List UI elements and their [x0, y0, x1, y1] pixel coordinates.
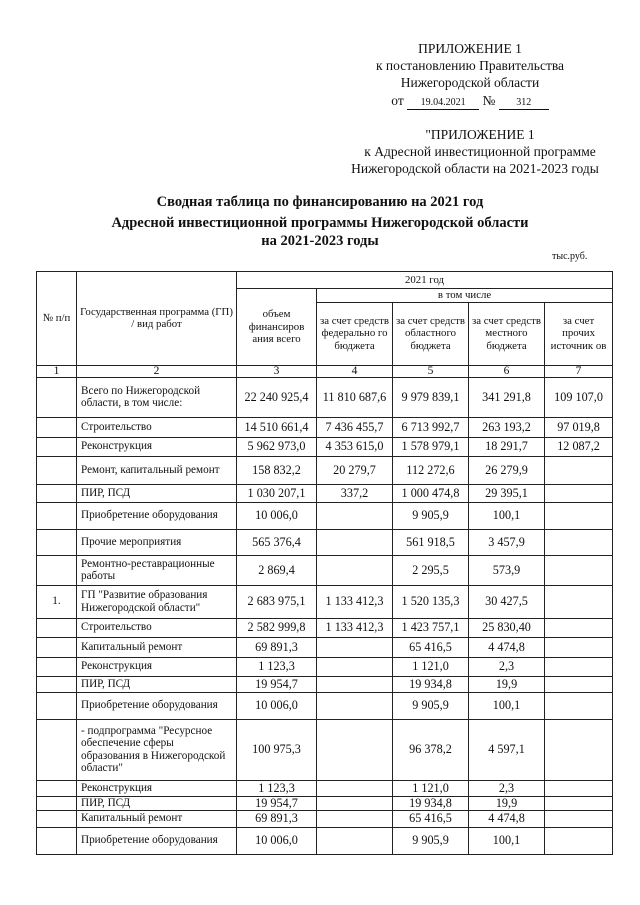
- cell-total: 1 123,3: [237, 657, 317, 676]
- cell-regional: 19 934,8: [393, 796, 469, 810]
- cell-other: [545, 810, 613, 827]
- cell-regional: 1 121,0: [393, 780, 469, 796]
- cell-federal: 1 133 412,3: [317, 618, 393, 637]
- table-row: [37, 780, 613, 796]
- cell-total: 19 954,7: [237, 796, 317, 810]
- cell-other: [545, 484, 613, 502]
- cell-local: 341 291,8: [469, 377, 545, 417]
- cell-other: 109 107,0: [545, 377, 613, 417]
- header-year: 2021 год: [237, 272, 613, 289]
- row-name: Ремонт, капитальный ремонт: [77, 456, 237, 484]
- cell-other: [545, 692, 613, 719]
- row-name: Строительство: [77, 417, 237, 437]
- table-row: [37, 437, 613, 456]
- page-title-line-1: Сводная таблица по финансированию на 2021 год: [156, 194, 484, 210]
- row-number: [37, 456, 77, 484]
- row-number: [37, 657, 77, 676]
- appendix2-line-1: "ПРИЛОЖЕНИЕ 1: [425, 127, 535, 142]
- row-name: Приобретение оборудования: [77, 692, 237, 719]
- header-including: в том числе: [317, 289, 613, 303]
- table-row: [37, 637, 613, 657]
- cell-federal: [317, 692, 393, 719]
- cell-local: 30 427,5: [469, 585, 545, 618]
- appendix2-line-3: Нижегородской области на 2021-2023 годы: [351, 161, 599, 176]
- header-local: за счет средств местного бюджета: [469, 302, 545, 365]
- cell-other: [545, 456, 613, 484]
- table-row: [37, 827, 613, 854]
- cell-regional: 9 905,9: [393, 827, 469, 854]
- row-number: [37, 618, 77, 637]
- row-number: [37, 676, 77, 692]
- cell-total: 22 240 925,4: [237, 377, 317, 417]
- row-number: [37, 484, 77, 502]
- appendix-line-3: Нижегородской области: [400, 75, 540, 90]
- cell-other: [545, 618, 613, 637]
- row-number: [37, 810, 77, 827]
- cell-total: 10 006,0: [237, 502, 317, 529]
- cell-regional: 9 979 839,1: [393, 377, 469, 417]
- row-name: Капитальный ремонт: [77, 637, 237, 657]
- header-federal: за счет средств федерально го бюджета: [317, 302, 393, 365]
- row-name: ГП "Развитие образования Нижегородской области": [77, 585, 237, 618]
- financing-table: [36, 271, 613, 855]
- cell-local: 4 474,8: [469, 810, 545, 827]
- row-number: [37, 827, 77, 854]
- cell-total: 2 869,4: [237, 555, 317, 585]
- cell-federal: [317, 719, 393, 780]
- col-number: 6: [469, 365, 545, 377]
- cell-total: 10 006,0: [237, 827, 317, 854]
- table-row: [37, 417, 613, 437]
- cell-other: [545, 637, 613, 657]
- table-row: [37, 676, 613, 692]
- appendix2-line-2: к Адресной инвестиционной программе: [364, 144, 596, 159]
- table-row: [37, 529, 613, 555]
- page-title-line-2: Адресной инвестиционной программы Нижегородской области: [111, 215, 529, 231]
- row-name: Приобретение оборудования: [77, 502, 237, 529]
- table-row: [37, 377, 613, 417]
- row-number: [37, 637, 77, 657]
- cell-regional: 65 416,5: [393, 810, 469, 827]
- cell-regional: 6 713 992,7: [393, 417, 469, 437]
- cell-local: 4 474,8: [469, 637, 545, 657]
- cell-local: 26 279,9: [469, 456, 545, 484]
- cell-local: 3 457,9: [469, 529, 545, 555]
- col-number: 5: [393, 365, 469, 377]
- cell-regional: 2 295,5: [393, 555, 469, 585]
- row-name: ПИР, ПСД: [77, 484, 237, 502]
- cell-other: [545, 502, 613, 529]
- cell-federal: 11 810 687,6: [317, 377, 393, 417]
- row-name: Ремонтно-реставрационные работы: [77, 555, 237, 585]
- appendix-line-2: к постановлению Правительства: [375, 58, 565, 73]
- row-number: [37, 555, 77, 585]
- row-number: [37, 692, 77, 719]
- cell-regional: 96 378,2: [393, 719, 469, 780]
- cell-total: 19 954,7: [237, 676, 317, 692]
- cell-federal: [317, 555, 393, 585]
- cell-regional: 65 416,5: [393, 637, 469, 657]
- row-name: ПИР, ПСД: [77, 676, 237, 692]
- table-row: [37, 719, 613, 780]
- col-number: 1: [37, 365, 77, 377]
- table-row: [37, 555, 613, 585]
- cell-total: 1 030 207,1: [237, 484, 317, 502]
- decree-date: 19.04.2021: [407, 97, 479, 110]
- row-name: Капитальный ремонт: [77, 810, 237, 827]
- cell-federal: [317, 796, 393, 810]
- header-regional: за счет средств областного бюджета: [393, 302, 469, 365]
- cell-regional: 1 520 135,3: [393, 585, 469, 618]
- cell-total: 2 582 999,8: [237, 618, 317, 637]
- cell-total: 69 891,3: [237, 810, 317, 827]
- cell-other: [545, 827, 613, 854]
- cell-federal: [317, 676, 393, 692]
- cell-total: 5 962 973,0: [237, 437, 317, 456]
- col-number: 4: [317, 365, 393, 377]
- cell-other: [545, 529, 613, 555]
- units-label: тыс.руб.: [552, 251, 588, 262]
- row-number: [37, 796, 77, 810]
- cell-regional: 1 578 979,1: [393, 437, 469, 456]
- cell-total: 1 123,3: [237, 780, 317, 796]
- cell-federal: 7 436 455,7: [317, 417, 393, 437]
- from-label: от: [391, 93, 404, 108]
- table-row: [37, 585, 613, 618]
- row-name: Реконструкция: [77, 437, 237, 456]
- row-name: Строительство: [77, 618, 237, 637]
- row-number: [37, 529, 77, 555]
- cell-other: [545, 676, 613, 692]
- row-number: [37, 417, 77, 437]
- cell-regional: 1 000 474,8: [393, 484, 469, 502]
- decree-number: 312: [499, 97, 549, 110]
- row-number: [37, 719, 77, 780]
- cell-federal: [317, 637, 393, 657]
- cell-federal: 4 353 615,0: [317, 437, 393, 456]
- cell-other: [545, 657, 613, 676]
- table-row: [37, 692, 613, 719]
- cell-total: 158 832,2: [237, 456, 317, 484]
- row-number: [37, 502, 77, 529]
- table-row: [37, 796, 613, 810]
- row-name: Приобретение оборудования: [77, 827, 237, 854]
- cell-local: 25 830,40: [469, 618, 545, 637]
- cell-total: 100 975,3: [237, 719, 317, 780]
- table-row: [37, 456, 613, 484]
- cell-total: 2 683 975,1: [237, 585, 317, 618]
- header-num: № п/п: [37, 272, 77, 366]
- table-row: [37, 502, 613, 529]
- cell-total: 565 376,4: [237, 529, 317, 555]
- col-number: 3: [237, 365, 317, 377]
- cell-local: 100,1: [469, 692, 545, 719]
- cell-local: 19,9: [469, 796, 545, 810]
- table-row: [37, 618, 613, 637]
- cell-total: 69 891,3: [237, 637, 317, 657]
- cell-other: 12 087,2: [545, 437, 613, 456]
- cell-federal: 1 133 412,3: [317, 585, 393, 618]
- cell-federal: [317, 827, 393, 854]
- row-number: 1.: [37, 585, 77, 618]
- cell-local: 263 193,2: [469, 417, 545, 437]
- row-name: Прочие мероприятия: [77, 529, 237, 555]
- header-other: за счет прочих источник ов: [545, 302, 613, 365]
- cell-federal: [317, 657, 393, 676]
- cell-regional: 1 121,0: [393, 657, 469, 676]
- table-row: [37, 484, 613, 502]
- cell-other: [545, 555, 613, 585]
- appendix-line-1: ПРИЛОЖЕНИЕ 1: [418, 41, 522, 56]
- col-number: 2: [77, 365, 237, 377]
- cell-local: 2,3: [469, 657, 545, 676]
- table-row: [37, 810, 613, 827]
- cell-other: [545, 719, 613, 780]
- appendix-date-line: [340, 92, 600, 110]
- number-label: №: [482, 93, 496, 108]
- cell-regional: 1 423 757,1: [393, 618, 469, 637]
- row-number: [37, 377, 77, 417]
- row-name: ПИР, ПСД: [77, 796, 237, 810]
- cell-other: [545, 780, 613, 796]
- row-number: [37, 780, 77, 796]
- cell-federal: [317, 810, 393, 827]
- cell-federal: [317, 502, 393, 529]
- cell-regional: 561 918,5: [393, 529, 469, 555]
- cell-local: 100,1: [469, 827, 545, 854]
- cell-other: 97 019,8: [545, 417, 613, 437]
- cell-regional: 9 905,9: [393, 502, 469, 529]
- cell-local: 19,9: [469, 676, 545, 692]
- row-name: - подпрограмма "Ресурсное обеспечение сферы образования в Нижегородской области": [77, 719, 237, 780]
- cell-regional: 19 934,8: [393, 676, 469, 692]
- row-name: Реконструкция: [77, 657, 237, 676]
- cell-local: 2,3: [469, 780, 545, 796]
- cell-federal: [317, 529, 393, 555]
- cell-federal: [317, 780, 393, 796]
- cell-other: [545, 585, 613, 618]
- row-number: [37, 437, 77, 456]
- cell-local: 18 291,7: [469, 437, 545, 456]
- cell-regional: 9 905,9: [393, 692, 469, 719]
- header-total: объем финансиров ания всего: [237, 289, 317, 366]
- cell-total: 14 510 661,4: [237, 417, 317, 437]
- cell-regional: 112 272,6: [393, 456, 469, 484]
- cell-federal: 20 279,7: [317, 456, 393, 484]
- col-number: 7: [545, 365, 613, 377]
- cell-local: 100,1: [469, 502, 545, 529]
- cell-local: 573,9: [469, 555, 545, 585]
- cell-local: 4 597,1: [469, 719, 545, 780]
- row-name: Всего по Нижегородской области, в том числе:: [77, 377, 237, 417]
- page-title-line-3: на 2021-2023 годы: [261, 233, 379, 249]
- table-row: [37, 657, 613, 676]
- cell-other: [545, 796, 613, 810]
- header-program: Государственная программа (ГП) / вид работ: [77, 272, 237, 366]
- cell-federal: 337,2: [317, 484, 393, 502]
- row-name: Реконструкция: [77, 780, 237, 796]
- cell-total: 10 006,0: [237, 692, 317, 719]
- cell-local: 29 395,1: [469, 484, 545, 502]
